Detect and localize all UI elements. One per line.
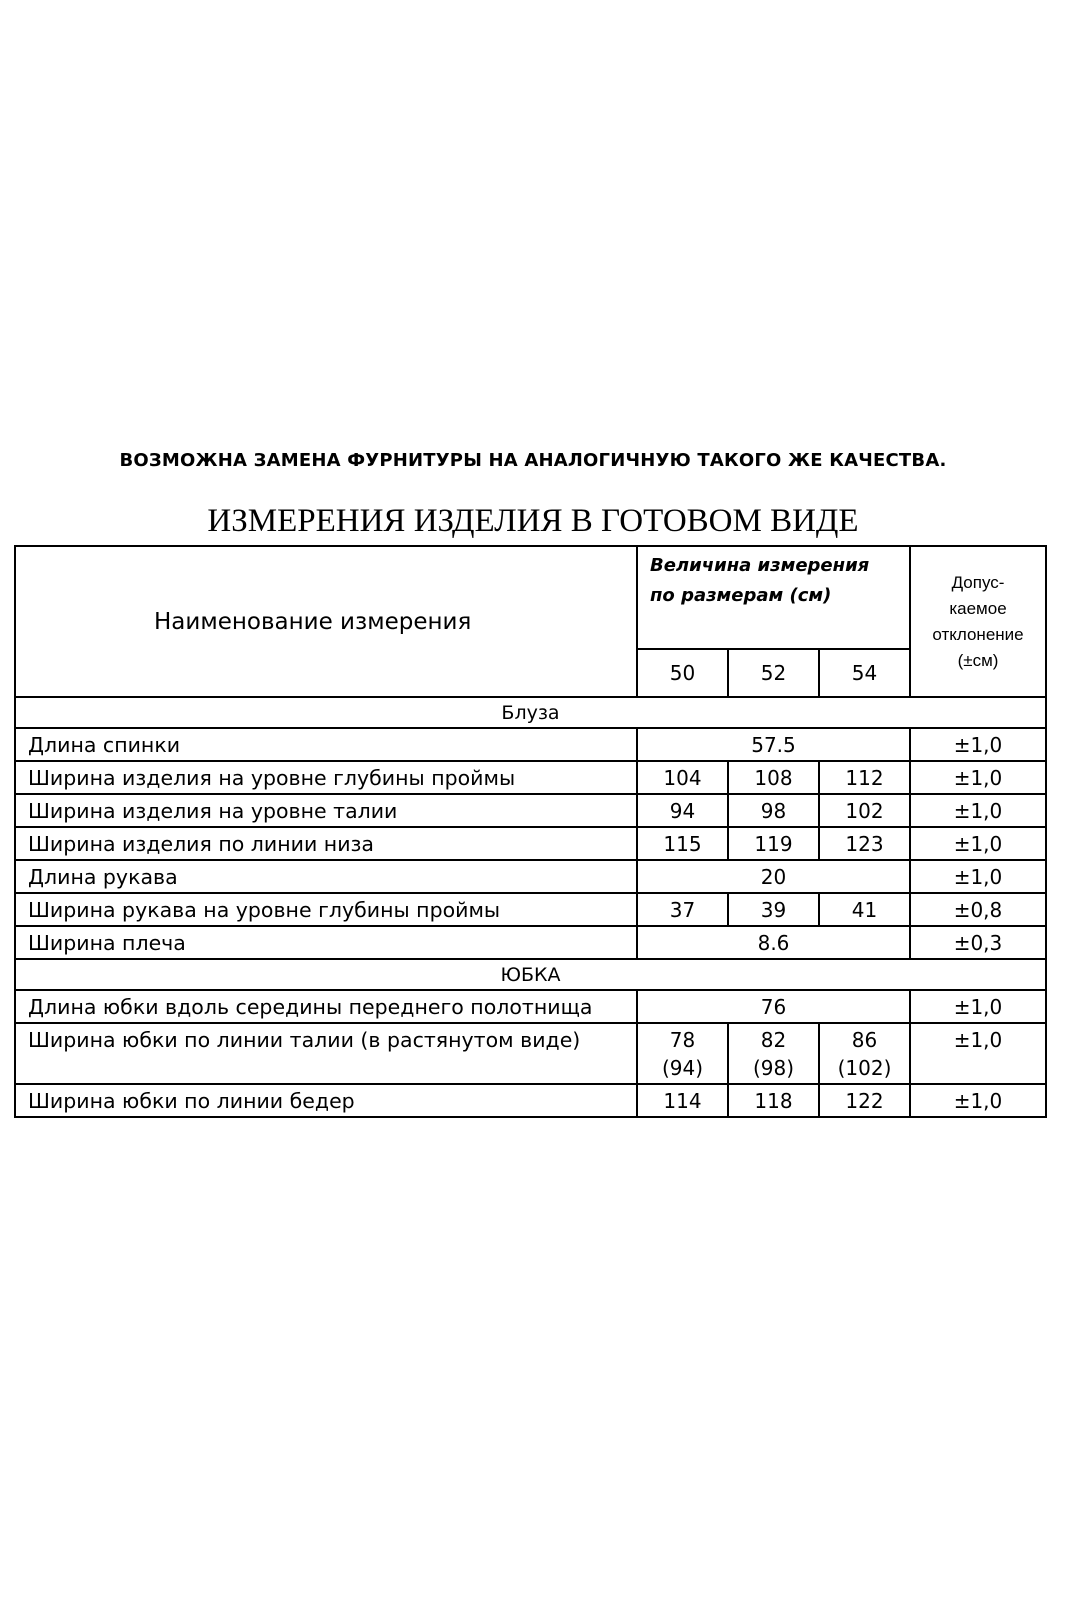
header-size-values: Величина измерения по размерам (см) — [637, 546, 910, 649]
tolerance-value: ±1,0 — [910, 728, 1046, 761]
measurement-value: 94 — [637, 794, 728, 827]
measurement-value: 102 — [819, 794, 910, 827]
measurement-value: 119 — [728, 827, 819, 860]
measurement-name: Ширина изделия на уровне глубины проймы — [15, 761, 637, 794]
measurement-table-body — [15, 546, 1046, 1117]
measurement-value: 118 — [728, 1084, 819, 1117]
measurement-value: 41 — [819, 893, 910, 926]
measurement-value: 76 — [637, 990, 910, 1023]
section-label: ЮБКА — [15, 959, 1046, 990]
table-row — [15, 827, 1046, 860]
measurement-value: 39 — [728, 893, 819, 926]
header-size-50: 50 — [637, 649, 728, 697]
measurement-value: 114 — [637, 1084, 728, 1117]
measurement-name: Ширина плеча — [15, 926, 637, 959]
table-row — [15, 860, 1046, 893]
table-row — [15, 1023, 1046, 1084]
header-size-54: 54 — [819, 649, 910, 697]
table-row — [15, 893, 1046, 926]
measurement-value: 82 (98) — [728, 1023, 819, 1084]
measurement-value: 123 — [819, 827, 910, 860]
tolerance-value: ±1,0 — [910, 794, 1046, 827]
measurement-value: 8.6 — [637, 926, 910, 959]
measurement-value: 115 — [637, 827, 728, 860]
measurement-name: Длина спинки — [15, 728, 637, 761]
tolerance-value: ±0,8 — [910, 893, 1046, 926]
measurement-value: 112 — [819, 761, 910, 794]
tolerance-value: ±1,0 — [910, 761, 1046, 794]
measurement-value: 20 — [637, 860, 910, 893]
table-row — [15, 794, 1046, 827]
measurement-value: 108 — [728, 761, 819, 794]
measurement-name: Ширина юбки по линии талии (в растянутом виде) — [15, 1023, 637, 1084]
measurement-value: 98 — [728, 794, 819, 827]
measurement-name: Ширина изделия на уровне талии — [15, 794, 637, 827]
table-row — [15, 926, 1046, 959]
document-title: ИЗМЕРЕНИЯ ИЗДЕЛИЯ В ГОТОВОМ ВИДЕ — [207, 503, 859, 539]
measurement-value: 78 (94) — [637, 1023, 728, 1084]
section-row — [15, 697, 1046, 728]
tolerance-value: ±0,3 — [910, 926, 1046, 959]
tolerance-value: ±1,0 — [910, 1023, 1046, 1084]
measurement-value: 57.5 — [637, 728, 910, 761]
measurement-name: Длина юбки вдоль середины переднего полотнища — [15, 990, 637, 1023]
measurement-value: 37 — [637, 893, 728, 926]
measurement-value: 86 (102) — [819, 1023, 910, 1084]
header-size-52: 52 — [728, 649, 819, 697]
measurement-value: 104 — [637, 761, 728, 794]
table-row — [15, 761, 1046, 794]
tolerance-value: ±1,0 — [910, 860, 1046, 893]
section-label: Блуза — [15, 697, 1046, 728]
tolerance-value: ±1,0 — [910, 1084, 1046, 1117]
measurement-table — [14, 545, 1047, 1118]
header-measurement-name: Наименование измерения — [15, 546, 637, 697]
replacement-notice: ВОЗМОЖНА ЗАМЕНА ФУРНИТУРЫ НА АНАЛОГИЧНУЮ ТАКОГО ЖЕ КАЧЕСТВА. — [119, 450, 947, 471]
table-row — [15, 1084, 1046, 1117]
tolerance-value: ±1,0 — [910, 827, 1046, 860]
measurement-name: Ширина рукава на уровне глубины проймы — [15, 893, 637, 926]
section-row — [15, 959, 1046, 990]
header-tolerance: Допус- каемое отклонение (±см) — [910, 546, 1046, 697]
table-row — [15, 990, 1046, 1023]
tolerance-value: ±1,0 — [910, 990, 1046, 1023]
measurement-name: Длина рукава — [15, 860, 637, 893]
measurement-name: Ширина юбки по линии бедер — [15, 1084, 637, 1117]
header-row — [15, 546, 1046, 649]
measurement-value: 122 — [819, 1084, 910, 1117]
table-row — [15, 728, 1046, 761]
measurement-name: Ширина изделия по линии низа — [15, 827, 637, 860]
